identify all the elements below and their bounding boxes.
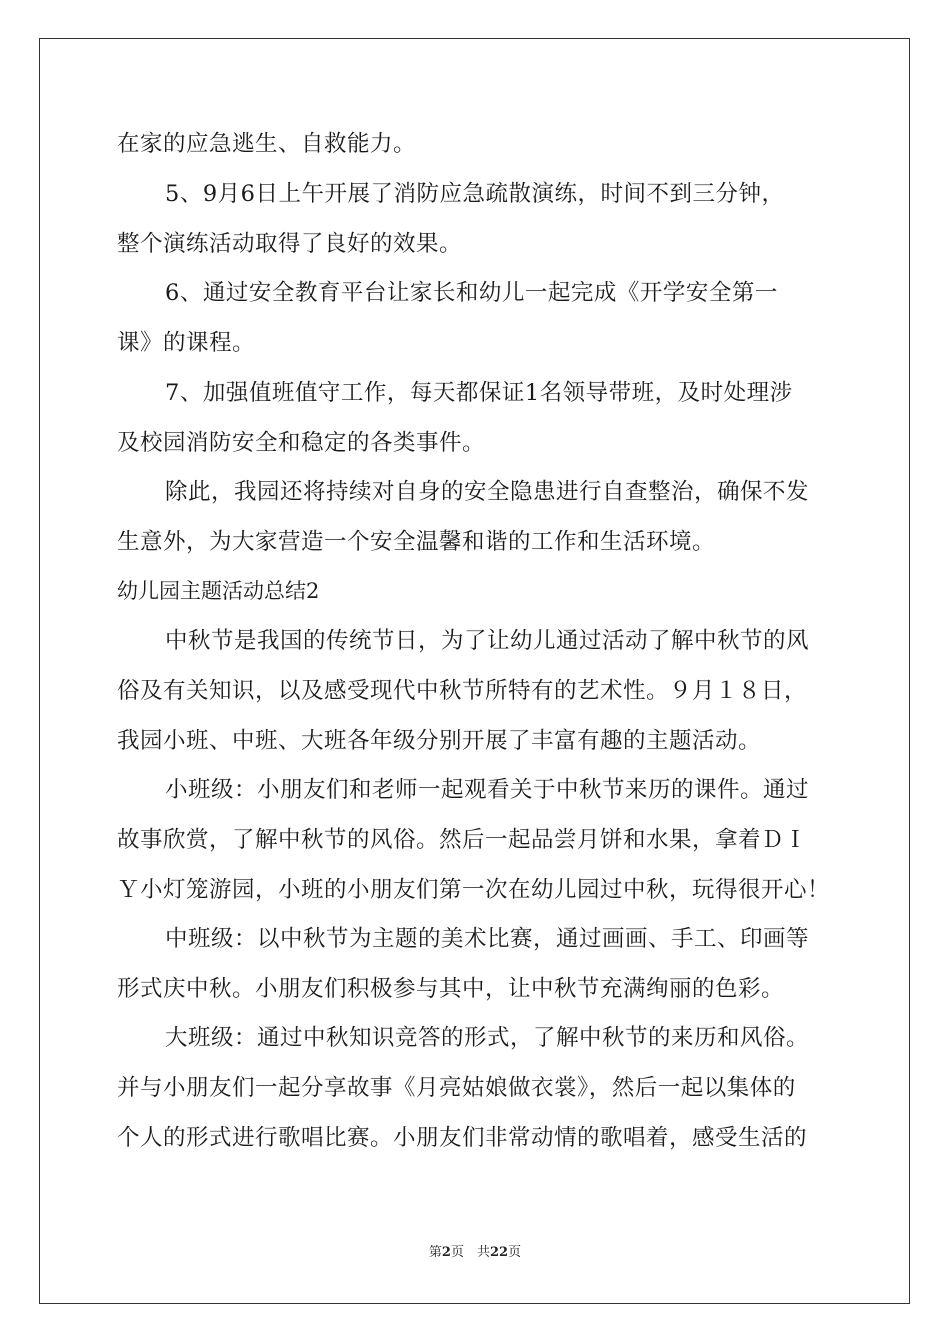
- text-line: 大班级：通过中秋知识竞答的形式，了解中秋节的来历和风俗。: [165, 1025, 810, 1051]
- page-prefix: 第: [428, 1245, 442, 1260]
- text-line: 6、通过安全教育平台让家长和幼儿一起完成《开学安全第一: [165, 280, 778, 306]
- text-line: 故事欣赏，了解中秋节的风俗。然后一起品尝月饼和水果，拿着ＤＩ: [117, 827, 808, 853]
- text-line: 并与小朋友们一起分享故事《月亮姑娘做衣裳》，然后一起以集体的: [117, 1075, 796, 1101]
- text-line: 及校园消防安全和稳定的各类事件。: [117, 430, 486, 456]
- text-line: 中班级：以中秋节为主题的美术比赛，通过画画、手工、印画等: [165, 926, 810, 952]
- page-suffix: 页: [508, 1245, 522, 1260]
- page-mid: 页 共: [450, 1245, 490, 1260]
- page-current: 2: [441, 1245, 451, 1260]
- text-line: 形式庆中秋。小朋友们积极参与其中，让中秋节充满绚丽的色彩。: [117, 976, 785, 1002]
- page-total: 22: [489, 1245, 509, 1260]
- text-line: 7、加强值班值守工作，每天都保证1名领导带班，及时处理涉: [165, 380, 793, 406]
- text-line: 课》的课程。: [117, 330, 256, 356]
- text-line: 俗及有关知识，以及感受现代中秋节所特有的艺术性。９月１８日，: [117, 678, 808, 704]
- text-line: 中秋节是我国的传统节日，为了让幼儿通过活动了解中秋节的风: [165, 628, 810, 654]
- text-line: 生意外，为大家营造一个安全温馨和谐的工作和生活环境。: [117, 529, 716, 555]
- text-line: 我园小班、中班、大班各年级分别开展了丰富有趣的主题活动。: [117, 728, 762, 754]
- text-line: 整个演练活动取得了良好的效果。: [117, 231, 463, 257]
- page-footer: [0, 1243, 950, 1263]
- section-heading: 幼儿园主题活动总结2: [117, 579, 320, 603]
- text-line: 5、9月6日上午开展了消防应急疏散演练，时间不到三分钟，: [165, 181, 785, 207]
- text-line: 除此，我园还将持续对自身的安全隐患进行自查整治，确保不发: [165, 479, 810, 505]
- text-line: 小班级：小朋友们和老师一起观看关于中秋节来历的课件。通过: [165, 777, 810, 803]
- text-line: 个人的形式进行歌唱比赛。小朋友们非常动情的歌唱着，感受生活的: [117, 1125, 808, 1151]
- text-line: 在家的应急逃生、自救能力。: [117, 131, 417, 157]
- text-line: Ｙ小灯笼游园，小班的小朋友们第一次在幼儿园过中秋，玩得很开心！: [117, 877, 831, 903]
